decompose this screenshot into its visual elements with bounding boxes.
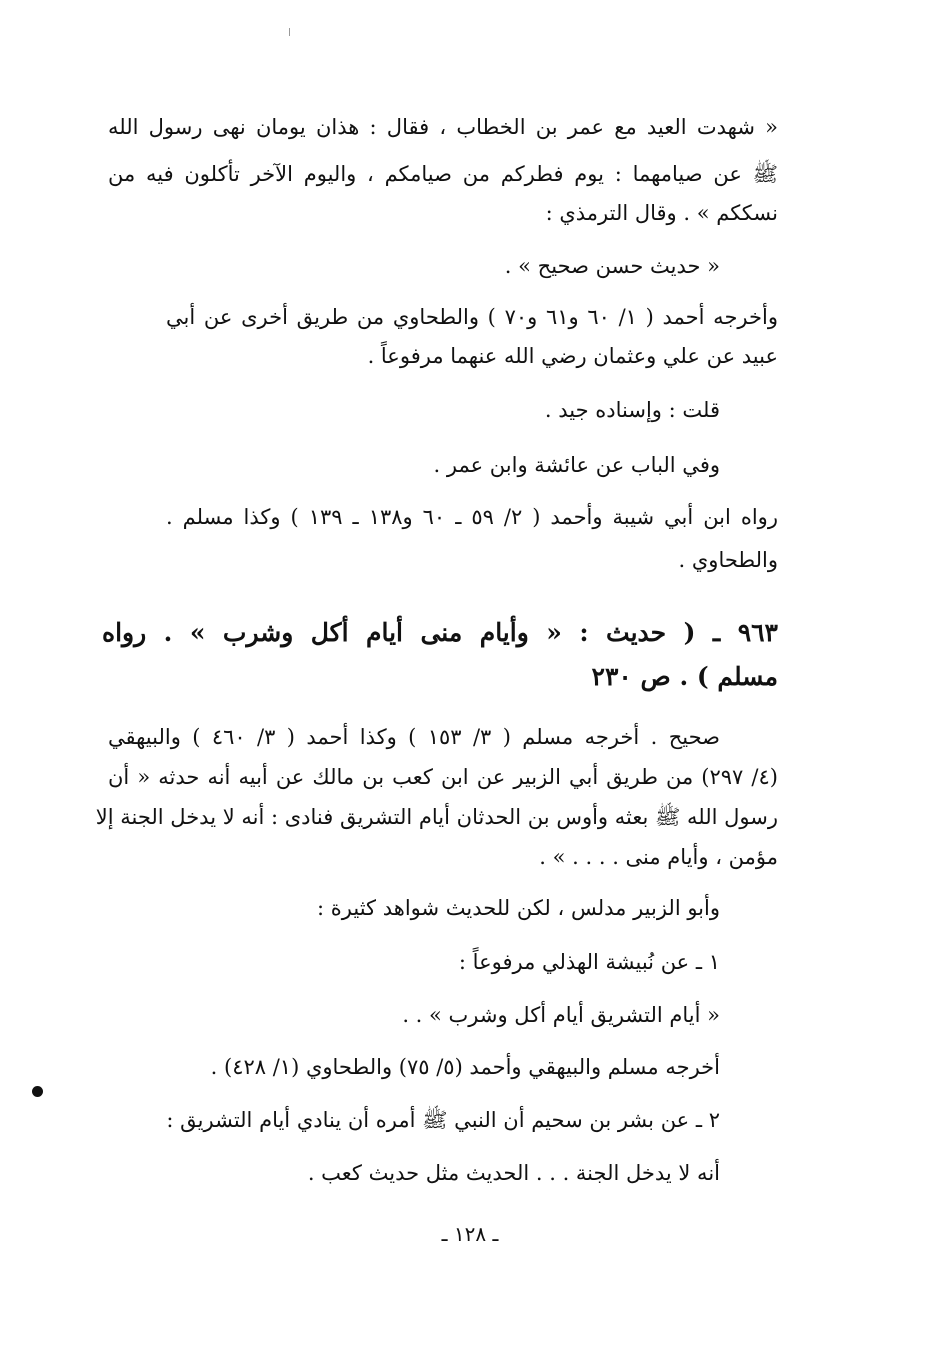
text-line: وأخرجه أحمد ( ١/ ٦٠ و٦١ و٧٠ ) والطحاوي من طريق أخرى عن أبي xyxy=(166,305,778,329)
margin-dot xyxy=(32,1086,43,1097)
text-line: والطحاوي . xyxy=(678,548,778,572)
text-line: ﷺ عن صيامهما : يوم فطركم من صيامكم ، واليوم الآخر تأكلون فيه من xyxy=(108,162,778,186)
text-line: وفي الباب عن عائشة وابن عمر . xyxy=(433,453,720,477)
text-line: أخرجه مسلم والبيهقي وأحمد (٥/ ٧٥) والطحاوي (١/ ٤٢٨) . xyxy=(210,1055,720,1079)
scan-mark xyxy=(289,28,290,36)
text-line: رسول الله ﷺ بعثه وأوس بن الحدثان أيام التشريق فنادى : أنه لا يدخل الجنة إلا xyxy=(95,805,778,829)
text-line: قلت : وإسناده جيد . xyxy=(544,398,720,422)
text-line: أنه لا يدخل الجنة . . . الحديث مثل حديث كعب . xyxy=(307,1161,720,1185)
text-line: ٢ ـ عن بشر بن سحيم أن النبي ﷺ أمره أن ينادي أيام التشريق : xyxy=(166,1108,720,1132)
text-line: (٤/ ٢٩٧) من طريق أبي الزبير عن ابن كعب بن مالك عن أبيه أنه حدثه « أن xyxy=(108,765,778,789)
text-line: « أيام التشريق أيام أكل وشرب » . . xyxy=(402,1003,720,1027)
text-line: « حديث حسن صحيح » . xyxy=(504,254,720,278)
text-line: مؤمن ، وأيام منى . . . . » . xyxy=(539,845,778,869)
text-line: نسككم » . وقال الترمذي : xyxy=(545,201,778,225)
text-line: رواه ابن أبي شيبة وأحمد ( ٢/ ٥٩ ـ ٦٠ و١٣٨ ـ ١٣٩ ) وكذا مسلم . xyxy=(166,505,778,529)
hadith-heading: ٩٦٣ ـ ( حديث : « وأيام منى أيام أكل وشرب » . رواه xyxy=(102,618,778,647)
text-line: صحيح . أخرجه مسلم ( ٣/ ١٥٣ ) وكذا أحمد ( ٣/ ٤٦٠ ) والبيهقي xyxy=(108,725,720,749)
text-line: وأبو الزبير مدلس ، لكن للحديث شواهد كثيرة : xyxy=(317,896,720,920)
text-line: عبيد عن علي وعثمان رضي الله عنهما مرفوعاً . xyxy=(367,344,778,368)
page-number: ـ ١٢٨ ـ xyxy=(441,1222,499,1246)
hadith-heading-source: مسلم ) . ص ٢٣٠ xyxy=(591,662,778,691)
text-line: « شهدت العيد مع عمر بن الخطاب ، فقال : هذان يومان نهى رسول الله xyxy=(108,115,778,139)
text-line: ١ ـ عن نُبيشة الهذلي مرفوعاً : xyxy=(458,950,720,974)
